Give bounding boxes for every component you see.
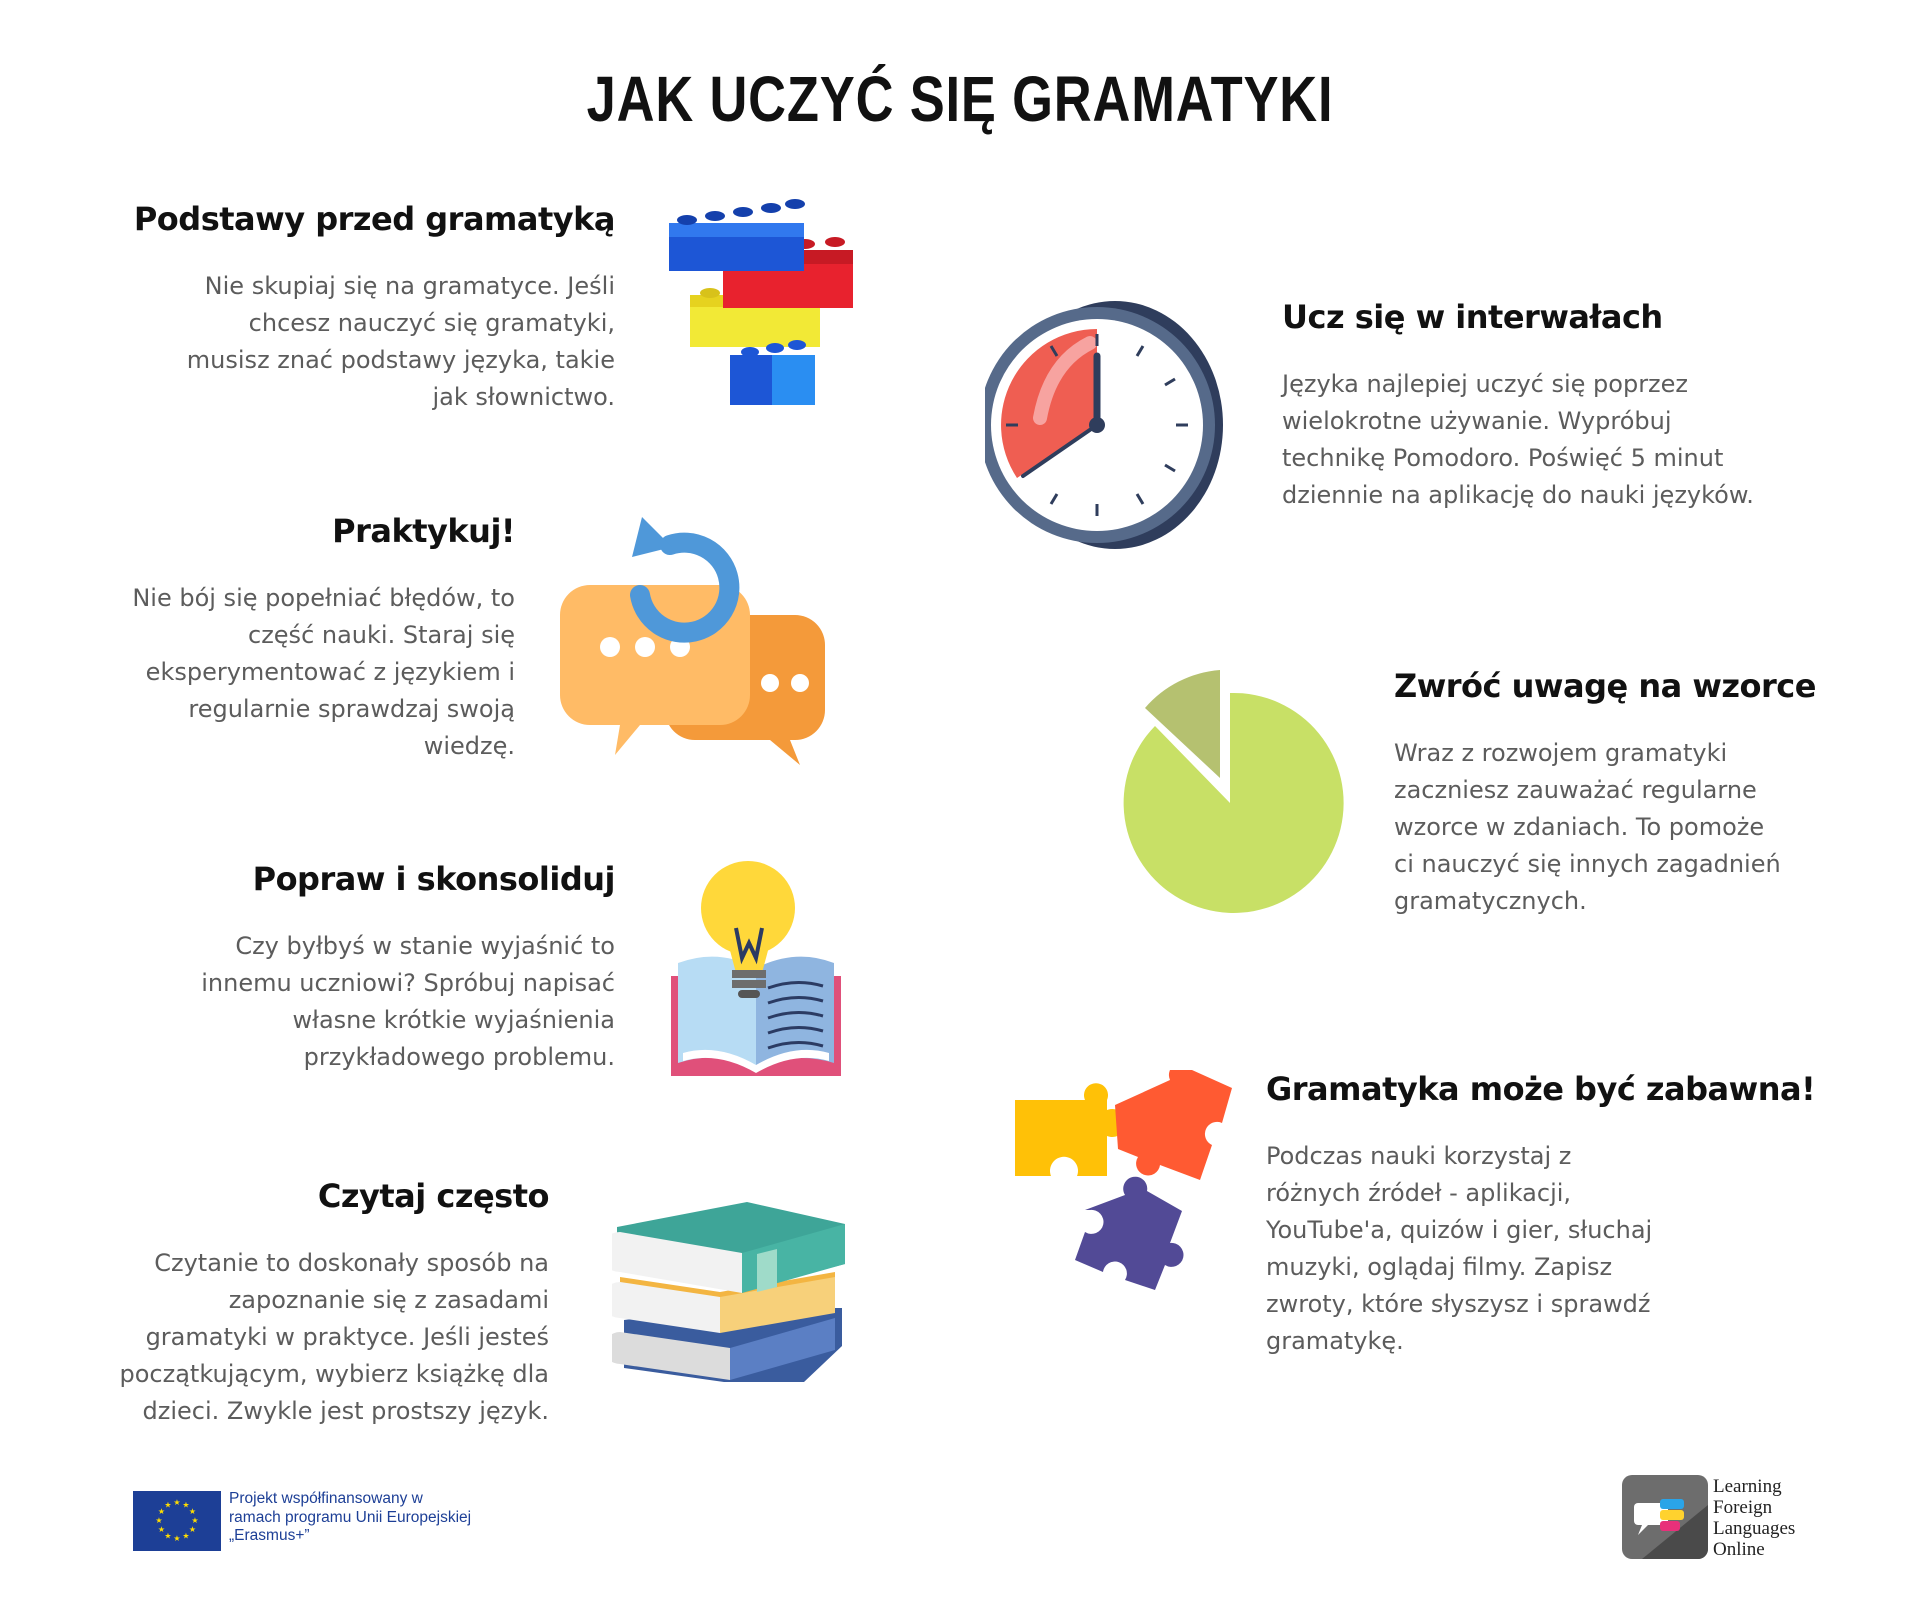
body-line: zaczniesz zauważać regularne — [1394, 776, 1757, 804]
section-heading: Zwróć uwagę na wzorce — [1394, 667, 1816, 705]
body-line: różnych źródeł - aplikacji, — [1266, 1179, 1572, 1207]
section-interwaly — [1282, 298, 1902, 514]
section-zabawna — [1266, 1070, 1886, 1360]
body-line: gramatyki w praktyce. Jeśli jesteś — [145, 1323, 549, 1351]
body-line: Podczas nauki korzystaj z — [1266, 1142, 1572, 1170]
page-title: JAK UCZYĆ SIĘ GRAMATYKI — [586, 63, 1334, 135]
body-line: Języka najlepiej uczyć się poprzez — [1282, 370, 1689, 398]
body-line: technikę Pomodoro. Poświęć 5 minut — [1282, 444, 1724, 472]
body-line: jak słownictwo. — [432, 383, 615, 411]
body-line: YouTube'a, quizów i gier, słuchaj — [1266, 1216, 1653, 1244]
clock-icon — [985, 298, 1225, 553]
body-line: część nauki. Staraj się — [248, 621, 515, 649]
body-line: innemu uczniowi? Spróbuj napisać — [201, 969, 615, 997]
section-heading: Czytaj często — [317, 1177, 549, 1215]
section-heading: Praktykuj! — [332, 512, 515, 550]
puzzle-pieces-icon — [1005, 1070, 1245, 1295]
section-heading: Podstawy przed gramatyką — [133, 200, 615, 238]
svg-text:★: ★ — [164, 1531, 172, 1541]
eu-line: ramach programu Unii Europejskiej — [229, 1508, 472, 1526]
body-line: musisz znać podstawy języka, takie — [186, 346, 615, 374]
svg-text:★: ★ — [182, 1500, 190, 1510]
body-line: zwroty, które słyszysz i sprawdź — [1266, 1290, 1651, 1318]
body-line: Wraz z rozwojem gramatyki — [1394, 739, 1728, 767]
body-line: Czy byłbyś w stanie wyjaśnić to — [235, 932, 615, 960]
body-line: ci nauczyć się innych zagadnień — [1394, 850, 1781, 878]
section-body — [1266, 1138, 1886, 1360]
body-line: eksperymentować z językiem i — [145, 658, 515, 686]
section-body — [55, 268, 615, 416]
svg-text:★: ★ — [173, 1534, 181, 1543]
body-line: Nie bój się popełniać błędów, to — [132, 584, 515, 612]
svg-text:★: ★ — [188, 1525, 197, 1534]
svg-text:★: ★ — [173, 1498, 181, 1507]
logo-line: Learning — [1713, 1476, 1782, 1497]
svg-text:★: ★ — [157, 1507, 166, 1516]
body-line: wielokrotne używanie. Wypróbuj — [1282, 407, 1672, 435]
eu-flag-icon — [133, 1491, 221, 1551]
svg-text:★: ★ — [182, 1531, 190, 1541]
body-line: regularnie sprawdzaj swoją — [188, 695, 515, 723]
eu-line: „Erasmus+” — [229, 1527, 310, 1544]
body-line: wzorce w zdaniach. To pomoże — [1394, 813, 1765, 841]
body-line: chcesz nauczyć się gramatyki, — [248, 309, 615, 337]
body-line: Nie skupiaj się na gramatyce. Jeśli — [204, 272, 615, 300]
body-line: początkującym, wybierz książkę dla — [119, 1360, 549, 1388]
section-body — [15, 580, 515, 765]
body-line: wiedzę. — [423, 732, 515, 760]
svg-text:★: ★ — [164, 1500, 172, 1510]
logo-line: Foreign — [1713, 1497, 1773, 1518]
books-stack-icon — [612, 1192, 857, 1392]
section-body — [55, 928, 615, 1076]
section-body — [29, 1245, 549, 1430]
body-line: Czytanie to doskonały sposób na — [154, 1249, 549, 1277]
body-line: dzieci. Zwykle jest prostszy język. — [142, 1397, 549, 1425]
svg-text:★: ★ — [188, 1507, 197, 1516]
chat-bubbles-refresh-icon — [560, 505, 850, 765]
lightbulb-book-icon — [668, 858, 848, 1083]
body-line: gramatykę. — [1266, 1327, 1404, 1355]
section-body — [1394, 735, 1904, 920]
section-heading: Popraw i skonsoliduj — [252, 860, 615, 898]
eu-funding-note — [229, 1490, 471, 1546]
section-praktykuj — [15, 512, 515, 765]
body-line: zapoznanie się z zasadami — [228, 1286, 549, 1314]
section-heading: Ucz się w interwałach — [1282, 298, 1663, 336]
svg-text:★: ★ — [191, 1516, 199, 1525]
logo-line: Online — [1713, 1539, 1765, 1560]
section-podstawy — [55, 200, 615, 416]
section-popraw — [55, 860, 615, 1076]
eu-line: Projekt współfinansowany w — [229, 1490, 423, 1507]
lego-bricks-icon — [665, 195, 865, 420]
svg-text:★: ★ — [155, 1516, 163, 1525]
pie-chart-icon — [1120, 668, 1350, 918]
body-line: własne krótkie wyjaśnienia — [292, 1006, 615, 1034]
body-line: przykładowego problemu. — [303, 1043, 615, 1071]
section-body — [1282, 366, 1902, 514]
logo-line: Languages — [1713, 1518, 1796, 1539]
lflo-logo-icon — [1622, 1475, 1708, 1559]
section-heading: Gramatyka może być zabawna! — [1266, 1070, 1816, 1108]
section-czytaj — [29, 1177, 549, 1430]
lflo-logo-text — [1713, 1476, 1795, 1560]
body-line: dziennie na aplikację do nauki języków. — [1282, 481, 1754, 509]
section-wzorce — [1394, 667, 1904, 920]
body-line: gramatycznych. — [1394, 887, 1587, 915]
body-line: muzyki, oglądaj filmy. Zapisz — [1266, 1253, 1613, 1281]
svg-text:★: ★ — [157, 1525, 166, 1534]
